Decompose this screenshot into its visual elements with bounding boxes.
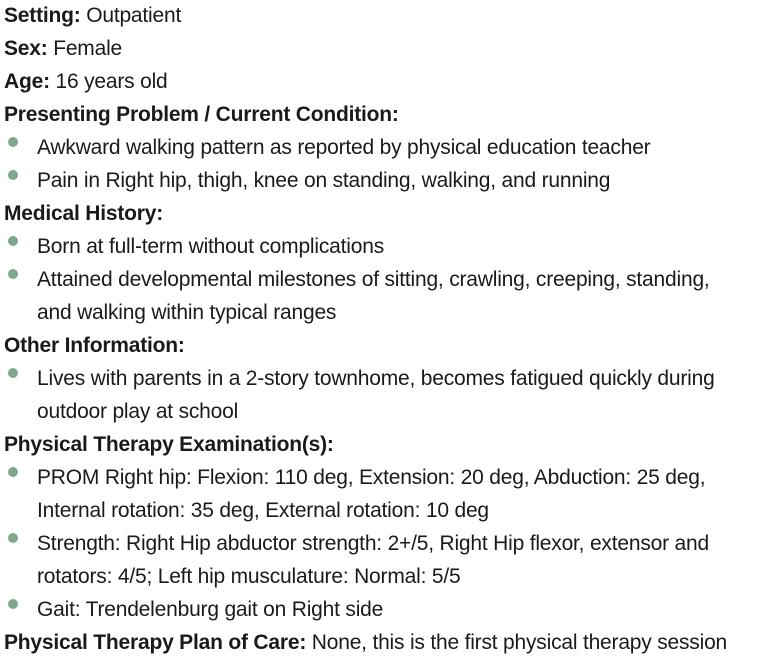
- presenting-problem-heading: Presenting Problem / Current Condition:: [4, 103, 399, 126]
- other-information-heading: Other Information:: [4, 334, 185, 357]
- bullet-dot-icon: [8, 368, 18, 378]
- plan-of-care-line: [4, 627, 778, 660]
- plan-of-care-value: None, this is the first physical therapy session: [311, 631, 728, 654]
- list-item-continuation: rotators: 4/5; Left hip musculature: Normal: 5/5: [37, 565, 461, 588]
- list-item-continuation: and walking within typical ranges: [37, 301, 337, 324]
- medical-history-heading: Medical History:: [4, 202, 164, 225]
- bullet-dot-icon: [8, 269, 18, 279]
- list-item: PROM Right hip: Flexion: 110 deg, Extension: 20 deg, Abduction: 25 deg,: [4, 462, 778, 495]
- list-item: Gait: Trendelenburg gait on Right side: [4, 594, 778, 627]
- list-item-continuation: Internal rotation: 35 deg, External rotation: 10 deg: [37, 499, 489, 522]
- list-item: Born at full-term without complications: [4, 231, 778, 264]
- bullet-dot-icon: [8, 137, 18, 147]
- bullet-dot-icon: [8, 533, 18, 543]
- bullet-dot-icon: [8, 170, 18, 180]
- age-label: Age:: [4, 70, 50, 93]
- sex-value: Female: [53, 37, 123, 60]
- setting-line: [4, 0, 778, 33]
- sex-line: [4, 33, 778, 66]
- bullet-dot-icon: [8, 467, 18, 477]
- age-value: 16 years old: [55, 70, 168, 93]
- bullet-dot-icon: [8, 236, 18, 246]
- sex-label: Sex:: [4, 37, 48, 60]
- list-item: Attained developmental milestones of sitting, crawling, creeping, standing,: [4, 264, 778, 297]
- setting-label: Setting:: [4, 4, 81, 27]
- bullet-dot-icon: [8, 599, 18, 609]
- pt-examination-heading: Physical Therapy Examination(s):: [4, 433, 334, 456]
- setting-value: Outpatient: [86, 4, 182, 27]
- plan-of-care-label: Physical Therapy Plan of Care:: [4, 631, 307, 654]
- list-item-continuation: outdoor play at school: [37, 400, 239, 423]
- list-item: Pain in Right hip, thigh, knee on standing, walking, and running: [4, 165, 778, 198]
- age-line: [4, 66, 778, 99]
- list-item: Awkward walking pattern as reported by physical education teacher: [4, 132, 778, 165]
- list-item: Lives with parents in a 2-story townhome, becomes fatigued quickly during: [4, 363, 778, 396]
- list-item: Strength: Right Hip abductor strength: 2+/5, Right Hip flexor, extensor and: [4, 528, 778, 561]
